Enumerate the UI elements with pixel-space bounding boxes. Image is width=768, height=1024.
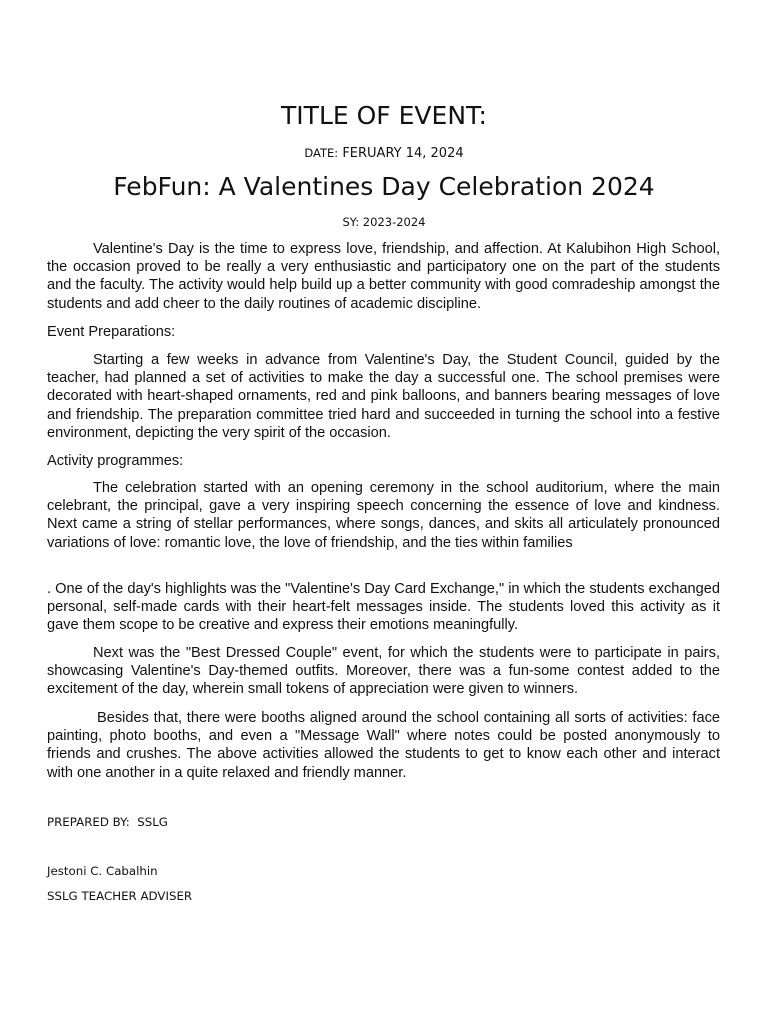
prepared-by: PREPARED BY: SSLG [47, 815, 168, 829]
activities-paragraph-2: . One of the day's highlights was the "Valentine's Day Card Exchange," in which the students exchanged personal, self-made cards with their heart-felt messages inside. The students loved this activity as it gave them scope to be creative and express their emotions meaningfully. [47, 581, 720, 634]
activities-paragraph-3: Next was the "Best Dressed Couple" event, for which the students were to participate in pairs, showcasing Valentine's Day-themed outfits. Moreover, there was a fun-some contest added to the excitement of the day, wherein small tokens of appreciation were given to winners. [47, 645, 720, 698]
school-year: SY: 2023-2024 [342, 215, 426, 229]
activities-paragraph-1: The celebration started with an opening ceremony in the school auditorium, where the main celebrant, the principal, gave a very inspiring speech concerning the essence of love and kindness. Next came a string of stellar performances, where songs, dances, and skits all articulately pronounced variations of love: romantic love, the love of friendship, and the ties within families [47, 480, 720, 551]
event-name: FebFun: A Valentines Day Celebration 2024 [113, 172, 655, 201]
intro-paragraph: Valentine's Day is the time to express love, friendship, and affection. At Kalubihon High School, the occasion proved to be really a very enthusiastic and participatory one on the part of the students and the faculty. The activity would help build up a better community with good comradeship amongst the students and add cheer to the daily routines of academic discipline. [47, 241, 720, 312]
date-label: DATE: [304, 146, 339, 160]
document-title: TITLE OF EVENT: [281, 101, 487, 130]
preparations-heading: Event Preparations: [47, 324, 176, 340]
date-value: FERUARY 14, 2024 [342, 146, 464, 161]
signer-role: SSLG TEACHER ADVISER [47, 889, 193, 903]
signer-name: Jestoni C. Cabalhin [47, 864, 158, 878]
activities-heading: Activity programmes: [47, 453, 184, 469]
event-date [0, 144, 768, 163]
activities-paragraph-4: Besides that, there were booths aligned around the school containing all sorts of activities: face painting, photo booths, and even a "Message Wall" where notes could be posted anonymously to friends and crushes. The above activities allowed the students to get to know each other and interact with one another in a quite relaxed and friendly manner. [47, 710, 720, 781]
preparations-paragraph: Starting a few weeks in advance from Valentine's Day, the Student Council, guided by the teacher, had planned a set of activities to make the day a successful one. The school premises were decorated with heart-shaped ornaments, red and pink balloons, and banners bearing messages of love and friendship. The preparation committee tried hard and succeeded in turning the school into a festive environment, depicting the very spirit of the occasion. [47, 352, 720, 441]
